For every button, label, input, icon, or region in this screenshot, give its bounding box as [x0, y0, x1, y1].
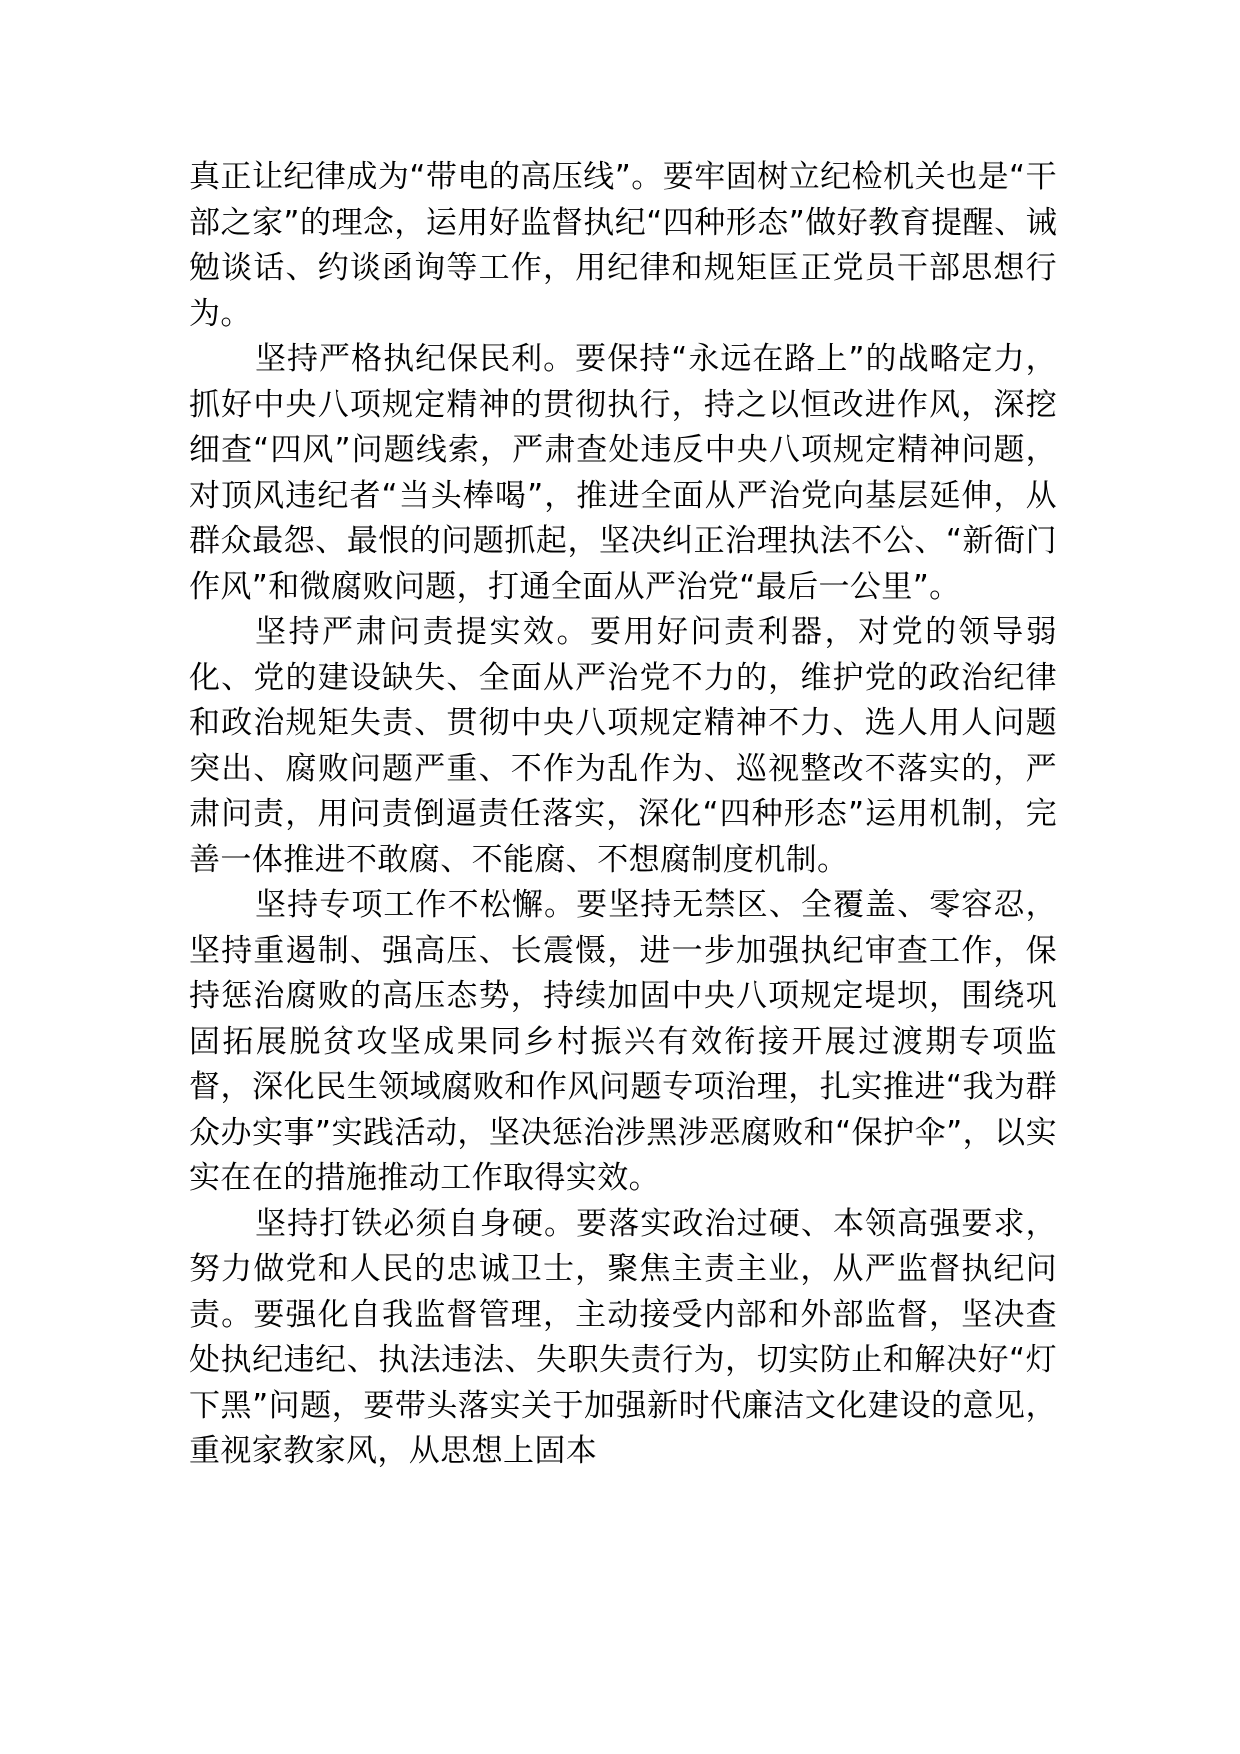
paragraph-self-discipline: 坚持打铁必须自身硬。要落实政治过硬、本领高强要求，努力做党和人民的忠诚卫士，聚焦主责主业，从严监督执纪问责。要强化自我监督管理，主动接受内部和外部监督，坚决查处执纪违纪、执法违法、失职失责行为，切实防止和解决好“灯下黑”问题，要带头落实关于加强新时代廉洁文化建设的意见，重视家教家风，从思想上固本 — [189, 1205, 1057, 1469]
document-body — [189, 155, 1057, 1475]
paragraph-accountability: 坚持严肃问责提实效。要用好问责利器，对党的领导弱化、党的建设缺失、全面从严治党不力的，维护党的政治纪律和政治规矩失责、贯彻中央八项规定精神不力、选人用人问题突出、腐败问题严重、不作为乱作为、巡视整改不落实的，严肃问责，用问责倒逼责任落实，深化“四种形态”运用机制，完善一体推进不敢腐、不能腐、不想腐制度机制。 — [189, 614, 1057, 878]
paragraph-special-work: 坚持专项工作不松懈。要坚持无禁区、全覆盖、零容忍，坚持重遏制、强高压、长震慑，进一步加强执纪审查工作，保持惩治腐败的高压态势，持续加固中央八项规定堤坝，围绕巩固拓展脱贫攻坚成果同乡村振兴有效衔接开展过渡期专项监督，深化民生领域腐败和作风问题专项治理，扎实推进“我为群众办实事”实践活动，坚决惩治涉黑涉恶腐败和“保护伞”，以实实在在的措施推动工作取得实效。 — [189, 887, 1057, 1196]
paragraph-strict-discipline: 坚持严格执纪保民利。要保持“永远在路上”的战略定力，抓好中央八项规定精神的贯彻执行，持之以恒改进作风，深挖细查“四风”问题线索，严肃查处违反中央八项规定精神问题，对顶风违纪者“当头棒喝”，推进全面从严治党向基层延伸，从群众最怨、最恨的问题抓起，坚决纠正治理执法不公、“新衙门作风”和微腐败问题，打通全面从严治党“最后一公里”。 — [189, 341, 1057, 605]
paragraph-intro: 真正让纪律成为“带电的高压线”。要牢固树立纪检机关也是“干部之家”的理念，运用好监督执纪“四种形态”做好教育提醒、诫勉谈话、约谈函询等工作，用纪律和规矩匡正党员干部思想行为。 — [189, 159, 1057, 332]
